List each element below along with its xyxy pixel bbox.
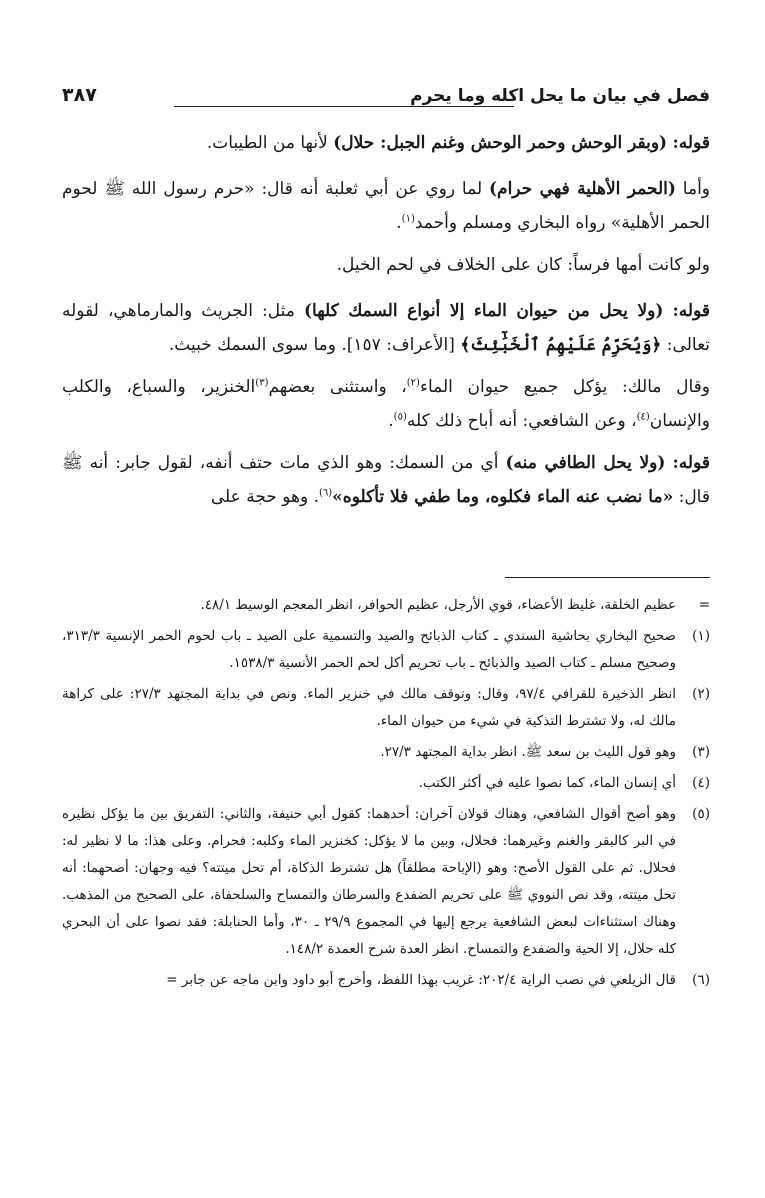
footnote-ref[interactable]: (٥) (393, 411, 407, 423)
matn-quote: (ولا يحل من حيوان الماء إلا أنواع السمك كلها) (303, 301, 664, 321)
matn-quote: (ولا يحل الطافي منه) (505, 453, 666, 473)
footnote-text: انظر الذخيرة للقرافي ٩٧/٤، وقال: وتوقف مالك في خنزير الماء. ونص في بداية المجتهد ٢٧/٣: على كراهة مالك له، ولا تشترط التذكية في شيء من حيوان الماء. (62, 686, 676, 729)
commentary-text: وأما (675, 179, 711, 199)
commentary-text: أي من السمك: وهو الذي مات حتف أنفه، لقول جابر: أنه ﷺ قال: (62, 453, 710, 507)
footnote (62, 770, 710, 797)
paragraph-3: ولو كانت أمها فرساً: كان على الخلاف في لحم الخيل. (336, 255, 710, 275)
header-rule (174, 106, 514, 107)
footnote-number: (٤) (692, 775, 710, 791)
commentary-text: مثل: الجريث والمارماهي، لقوله تعالى: (62, 301, 710, 355)
footnote-number: (٣) (692, 744, 710, 760)
footnote-text: عظيم الخلقة، غليظ الأعضاء، قوي الأرجل، عظيم الحوافر، انظر المعجم الوسيط ٤٨/١. (200, 597, 676, 613)
commentary-text: . (396, 213, 402, 233)
footnote (62, 592, 710, 619)
commentary-text: لما روي عن أبي ثعلبة أنه قال: «حرم رسول الله ﷺ لحوم الحمر الأهلية» رواه البخاري ومسلم وأحمد (62, 179, 710, 233)
commentary-text: . (388, 411, 394, 431)
footnote-ref[interactable]: (٤) (636, 411, 650, 423)
page-header (62, 82, 710, 114)
footnote-number: (٢) (692, 686, 710, 702)
footnote-ref[interactable]: (٣) (255, 377, 269, 389)
paragraph-6 (62, 446, 710, 514)
running-title: فصل في بيان ما يحل اكله وما يحرم (410, 86, 710, 106)
footnote-ref[interactable]: (٢) (406, 377, 420, 389)
paragraph-4 (62, 294, 710, 362)
footnotes (62, 592, 710, 998)
hadith-quote: «ما نضب عنه الماء فكلوه، وما طفي فلا تأكلوه» (332, 487, 674, 507)
commentary-text: [الأعراف: ١٥٧]. وما سوى السمك خبيث. (168, 335, 461, 355)
footnote-separator (505, 577, 710, 578)
footnote-text: صحيح البخاري بحاشية السندي ـ كتاب الذبائح والصيد والتسمية على الصيد ـ باب لحوم الحمر الإنسية ٣١٣/٣، وصحيح مسلم ـ كتاب الصيد والذبائح ـ باب تحريم أكل لحم الحمر الأنسية ١٥٣٨/٣. (62, 628, 676, 671)
quran-verse: ﴿وَيُحَرِّمُ عَلَيْهِمُ ٱلْخَبَٰٓئِثَ﴾ (460, 335, 662, 355)
paragraph-1 (62, 126, 710, 160)
footnote (62, 967, 710, 994)
footnote-text: أي إنسان الماء، كما نصوا عليه في أكثر الكتب. (418, 775, 676, 791)
paragraph-2 (62, 172, 710, 240)
matn-quote: (وبقر الوحش وحمر الوحش وغنم الجبل: حلال) (333, 133, 668, 153)
footnote-text: قال الزيلعي في نصب الراية ٢٠٢/٤: غريب بهذا اللفظ، وأخرج أبو داود وابن ماجه عن جابر = (166, 972, 676, 988)
matn-quote: (الحمر الأهلية فهي حرام) (489, 179, 676, 199)
keyword: قوله: (672, 453, 710, 473)
footnote-ref[interactable]: (٦) (318, 487, 333, 499)
commentary-text: ، واستثنى بعضهم (268, 377, 407, 397)
paragraph-5 (62, 370, 710, 438)
commentary-text: الخنزير، والسباع، والكلب والإنسان (62, 377, 710, 431)
footnote-ref[interactable]: (١) (401, 213, 415, 225)
keyword: قوله: (672, 301, 710, 321)
commentary-text: وقال مالك: يؤكل جميع حيوان الماء (419, 377, 710, 397)
commentary-text: ، وعن الشافعي: أنه أباح ذلك كله (406, 411, 637, 431)
footnote-text: وهو قول الليث بن سعد ﷺ. انظر بداية المجتهد ٢٧/٣. (380, 744, 676, 760)
footnote (62, 681, 710, 735)
footnote-text: وهو أصح أقوال الشافعي، وهناك قولان آخران: أحدهما: كقول أبي حنيفة، والثاني: التفريق بين ما يؤكل نظيره في البر كالبقر والغنم وغيرهما: فحلال، وبين ما لا يؤكل: كخنزير الماء وكلبه: فحرام. وعلى هذا: ما لا نظير له: فحلال. ثم على القول الأصح: وهو (الإباحة مطلقاً) هل تشترط الذكاة، أم تحل ميتته؟ فيه وجهان: أصحهما: أنه تحل ميتته، وقد نص النووي ﷺ على تحريم الضفدع والسرطان والتمساح والسلحفاة، على الصحيح من المذهب. وهناك استثناءات لبعض الشافعية يرجع إليها في المجموع ٢٩/٩ ـ ٣٠، وأما الحنابلة: فقد نصوا على أن البحري كله حلال، إلا الحية والضفدع والتمساح. انظر العدة شرح العمدة ١٤٨/٢. (62, 806, 676, 957)
footnote-number: (٦) (692, 972, 710, 988)
commentary-text: لأنها من الطيبات. (206, 133, 334, 153)
page-number: ٣٨٧ (62, 84, 97, 106)
footnote-number: = (698, 597, 710, 613)
footnote-number: (٥) (692, 806, 710, 822)
footnote (62, 801, 710, 963)
footnote (62, 623, 710, 677)
keyword: قوله: (672, 133, 710, 153)
commentary-text: . وهو حجة على (210, 487, 319, 507)
footnote-number: (١) (692, 628, 710, 644)
footnote (62, 739, 710, 766)
main-text (62, 126, 710, 526)
